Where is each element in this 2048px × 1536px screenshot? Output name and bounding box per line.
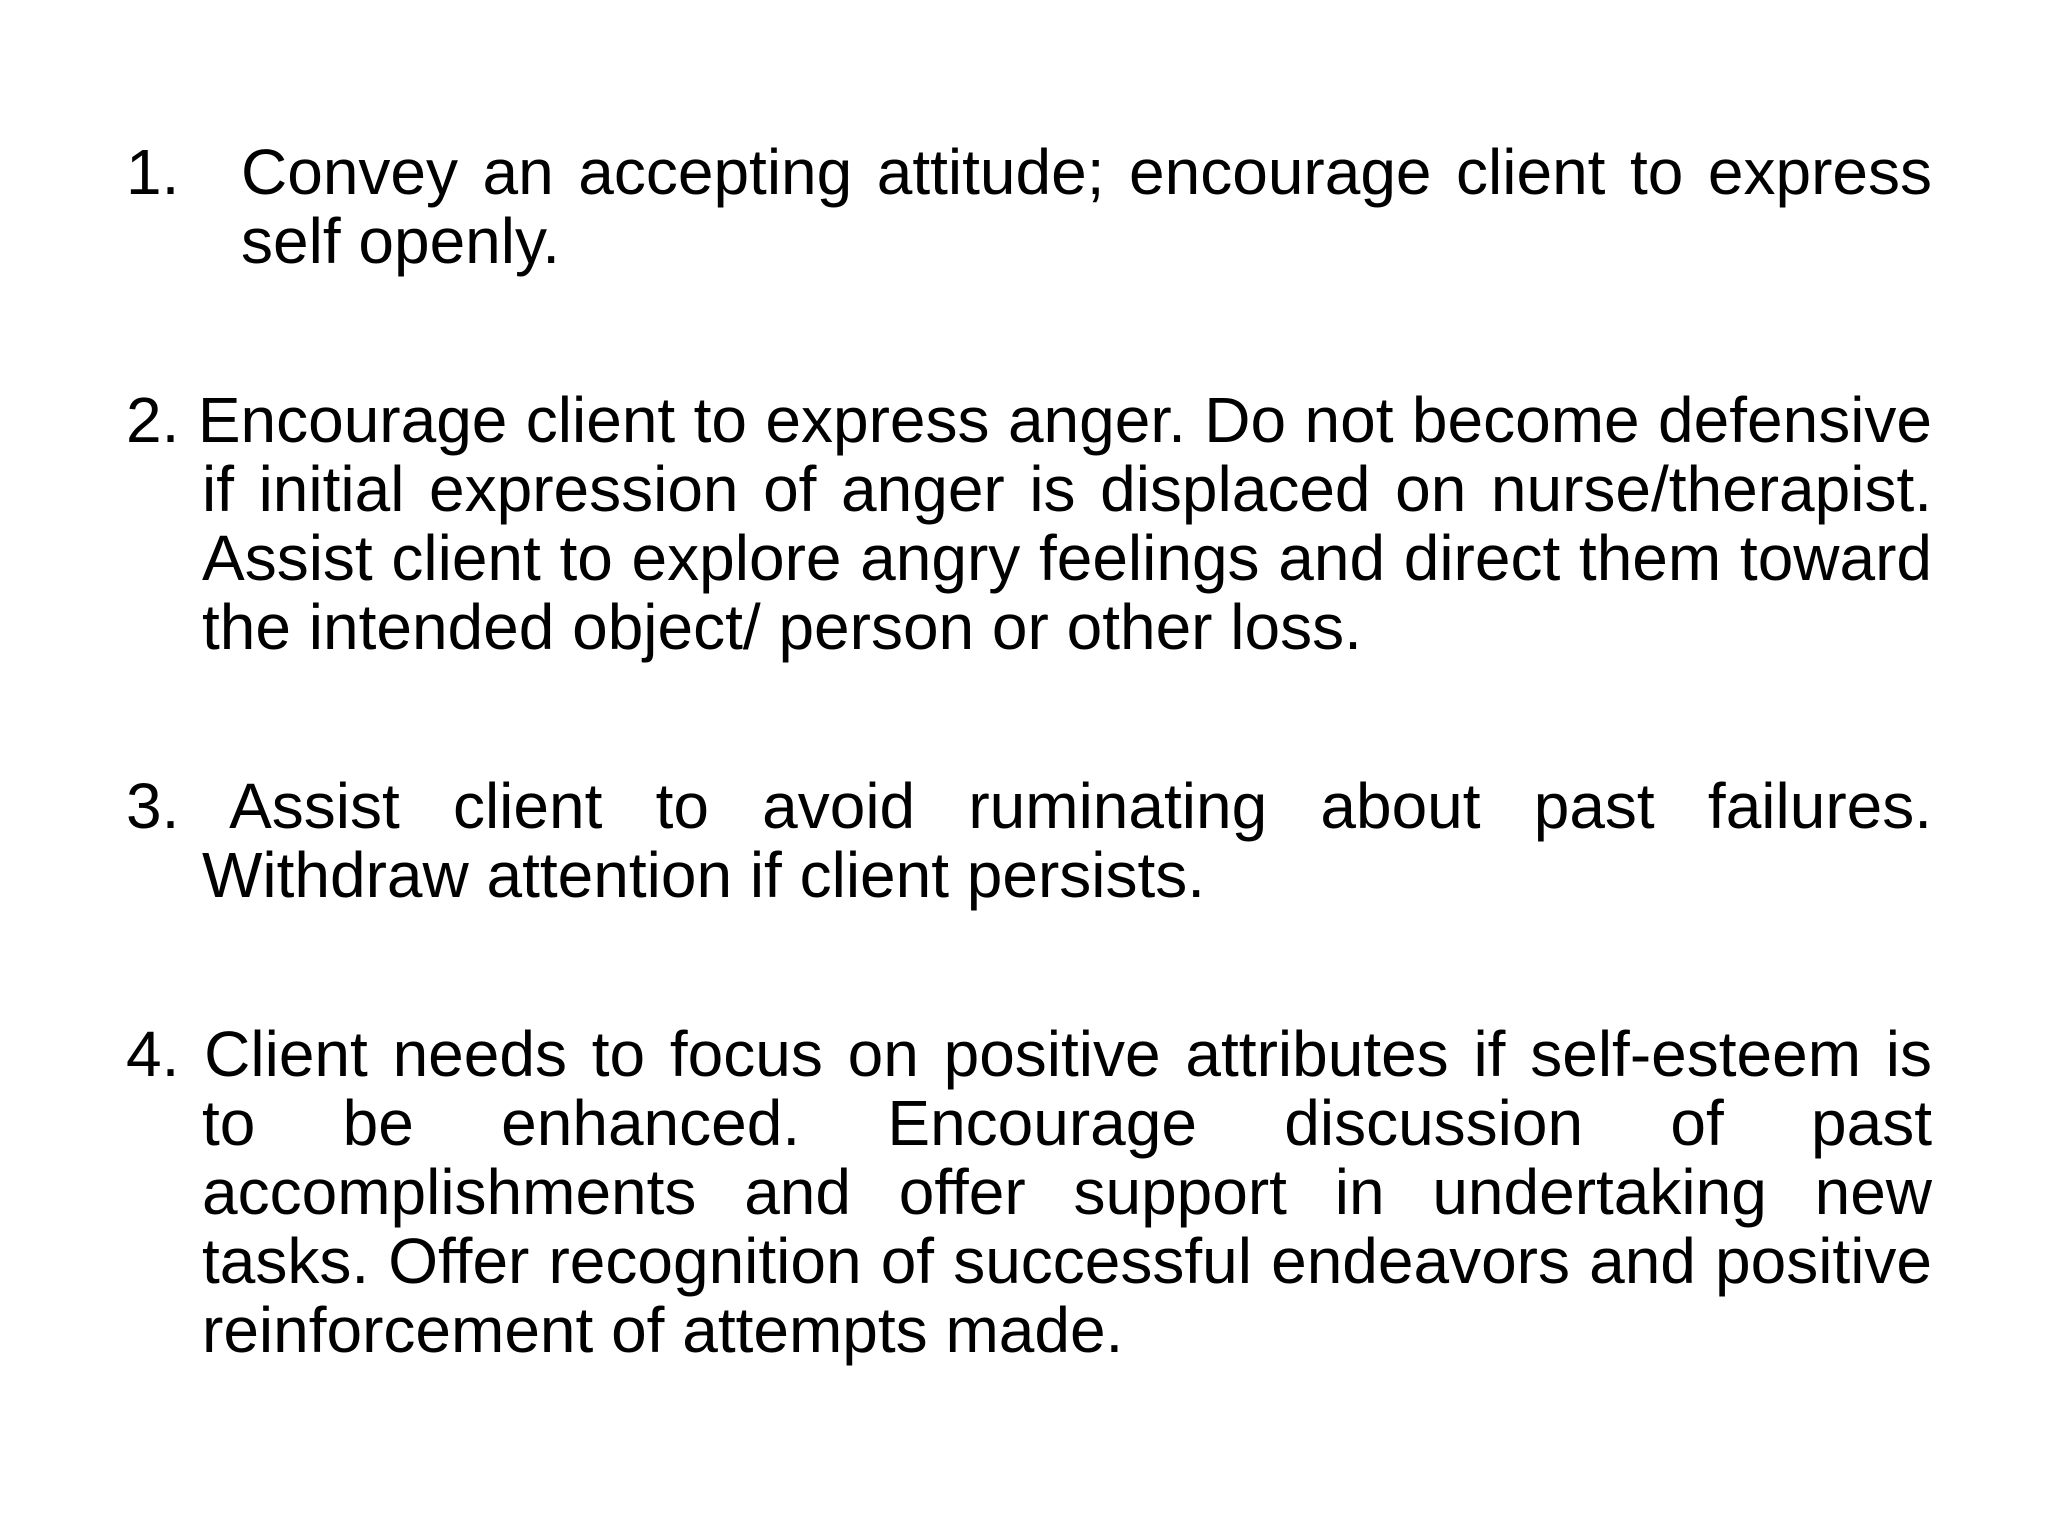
list-item-3	[126, 772, 1932, 910]
list-item-1	[126, 138, 1932, 276]
list-item-text: Client needs to focus on positive attributes if self-esteem is to be enhanced. Encourage discussion of past accomplishments and offer support in undertaking new tasks. Offer recognition of successful endeavors and positive reinforcement of attempts made.	[202, 1018, 1933, 1366]
list-item-text: Convey an accepting attitude; encourage client to express self openly.	[241, 136, 1932, 277]
list-item-number: 4.	[126, 1018, 180, 1090]
list-item-number: 2.	[126, 384, 180, 456]
numbered-list	[126, 138, 1932, 1365]
list-item-4	[126, 1020, 1932, 1365]
list-item-number: 3.	[126, 770, 180, 842]
list-item-number: 1.	[126, 136, 180, 208]
list-item-2	[126, 386, 1932, 662]
list-item-text: Encourage client to express anger. Do not become defensive if initial expression of anger is displaced on nurse/therapist. Assist client to explore angry feelings and direct them toward the intended object/ person or other loss.	[197, 384, 1933, 663]
list-item-text: Assist client to avoid ruminating about past failures. Withdraw attention if client persists.	[202, 770, 1933, 911]
